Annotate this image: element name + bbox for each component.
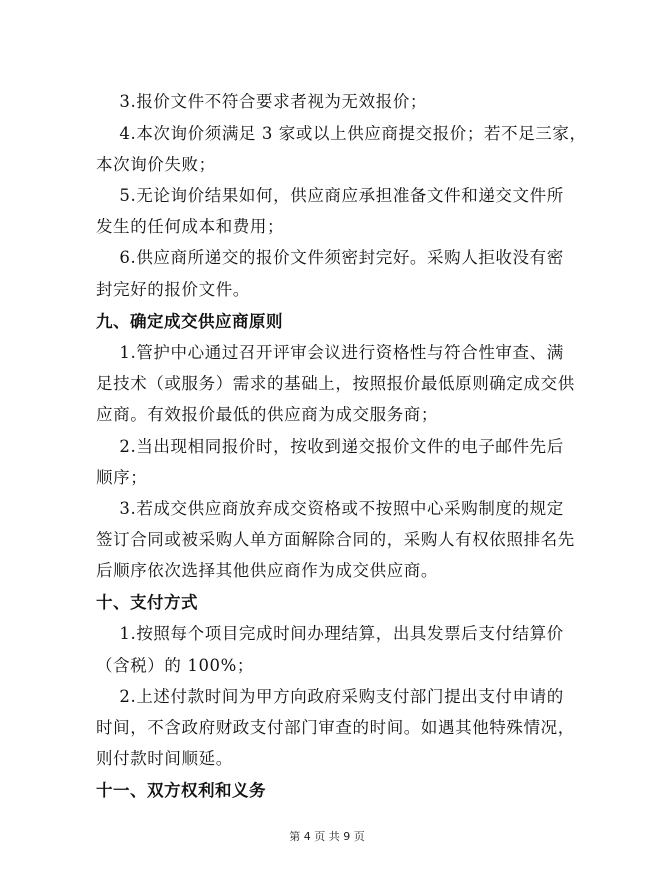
paragraph-line: 应商。有效报价最低的供应商为成交服务商； (96, 405, 438, 424)
paragraph-line: 则付款时间顺延。 (96, 749, 233, 768)
paragraph-line: 本次询价失败； (96, 155, 216, 174)
paragraph-line: 顺序； (96, 468, 148, 487)
paragraph-line: 足技术（或服务）需求的基础上，按照报价最低原则确定成交供 (96, 374, 575, 393)
paragraph-line: 3.若成交供应商放弃成交资格或不按照中心采购制度的规定 (96, 499, 564, 518)
paragraph-line: 4.本次询价须满足 3 家或以上供应商提交报价；若不足三家， (96, 124, 587, 143)
page-number: 第 4 页 共 9 页 (289, 830, 365, 843)
paragraph-line: （含税）的 100%； (96, 656, 255, 675)
section-heading-9: 九、确定成交供应商原则 (96, 312, 283, 331)
section-heading-11: 十一、双方权利和义务 (96, 781, 266, 800)
paragraph-line: 3.报价文件不符合要求者视为无效报价； (96, 92, 428, 111)
section-heading-10: 十、支付方式 (96, 593, 198, 612)
paragraph-line: 2.上述付款时间为甲方向政府采购支付部门提出支付申请的 (96, 687, 564, 706)
paragraph-line: 签订合同或被采购人单方面解除合同的，采购人有权依照排名先 (96, 530, 575, 549)
paragraph-line: 封完好的报价文件。 (96, 280, 250, 299)
paragraph-line: 后顺序依次选择其他供应商作为成交供应商。 (96, 561, 438, 580)
paragraph-line: 发生的任何成本和费用； (96, 217, 285, 236)
paragraph-line: 6.供应商所递交的报价文件须密封完好。采购人拒收没有密 (96, 248, 564, 267)
paragraph-line: 时间，不含政府财政支付部门审查的时间。如遇其他特殊情况， (96, 718, 575, 737)
paragraph-line: 1.按照每个项目完成时间办理结算，出具发票后支付结算价 (96, 624, 564, 643)
paragraph-line: 5.无论询价结果如何，供应商应承担准备文件和递交文件所 (96, 186, 564, 205)
paragraph-line: 2.当出现相同报价时，按收到递交报价文件的电子邮件先后 (96, 437, 564, 456)
paragraph-line: 1.管护中心通过召开评审会议进行资格性与符合性审查、满 (96, 343, 564, 362)
